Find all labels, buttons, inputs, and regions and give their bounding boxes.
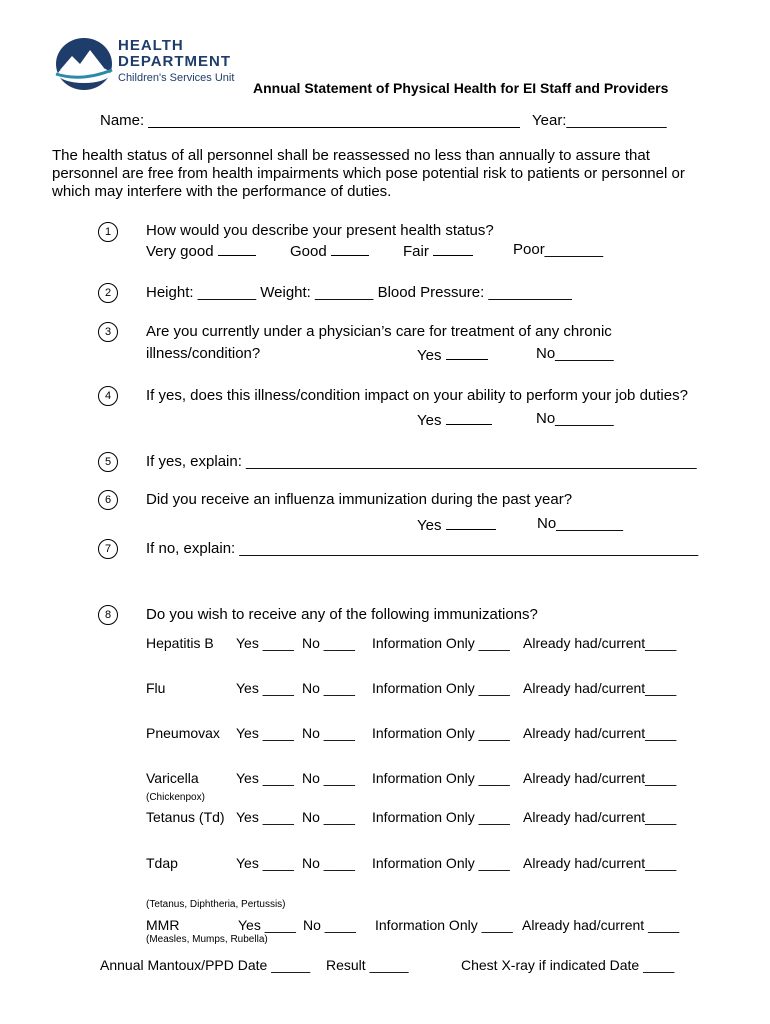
immunization-hepatitis-b: Hepatitis B <box>146 635 214 651</box>
question-number-1: 1 <box>98 222 118 242</box>
question-number-2: 2 <box>98 283 118 303</box>
mmr-note: (Measles, Mumps, Rubella) <box>146 934 268 945</box>
hepb-no[interactable]: No ____ <box>302 635 355 651</box>
q1-very-good-blank[interactable] <box>218 241 256 256</box>
tetanus-already[interactable]: Already had/current____ <box>523 809 677 825</box>
logo-line2: DEPARTMENT <box>118 53 232 70</box>
q4-text: If yes, does this illness/condition impact on your ability to perform your job duties? <box>146 387 688 404</box>
question-number-8: 8 <box>98 605 118 625</box>
q4-yes[interactable] <box>417 410 492 429</box>
tetanus-no[interactable]: No ____ <box>302 809 355 825</box>
q4-yes-blank[interactable] <box>446 410 492 425</box>
immunization-tetanus: Tetanus (Td) <box>146 809 225 825</box>
immunization-mmr: MMR <box>146 917 180 933</box>
q1-option-poor[interactable]: Poor_______ <box>513 241 604 258</box>
immunization-pneumovax: Pneumovax <box>146 725 220 741</box>
question-number-7: 7 <box>98 539 118 559</box>
q1-option-fair-label: Fair <box>403 243 429 260</box>
hepb-already[interactable]: Already had/current____ <box>523 635 677 651</box>
q1-text: How would you describe your present health status? <box>146 222 494 239</box>
tetanus-info-only[interactable]: Information Only ____ <box>372 809 510 825</box>
name-field[interactable] <box>148 113 520 128</box>
mmr-yes[interactable]: Yes ____ <box>238 917 296 933</box>
intro-line-3: which may interfere with the performance of duties. <box>52 183 392 200</box>
varicella-yes[interactable]: Yes ____ <box>236 770 294 786</box>
mmr-no[interactable]: No ____ <box>303 917 356 933</box>
q6-no[interactable]: No________ <box>537 515 623 532</box>
name-label: Name: <box>100 112 145 129</box>
mantoux-date[interactable]: Annual Mantoux/PPD Date _____ <box>100 957 311 973</box>
immunization-varicella: Varicella <box>146 770 199 786</box>
logo-line3: Children's Services Unit <box>118 72 235 84</box>
q6-yes-label: Yes <box>417 517 442 534</box>
tetanus-yes[interactable]: Yes ____ <box>236 809 294 825</box>
flu-already[interactable]: Already had/current____ <box>523 680 677 696</box>
q1-option-good[interactable] <box>290 241 369 260</box>
q1-option-fair[interactable] <box>403 241 473 260</box>
q7-text[interactable]: If no, explain: _______________________________________________________ <box>146 540 699 557</box>
mantoux-result[interactable]: Result _____ <box>326 957 409 973</box>
varicella-info-only[interactable]: Information Only ____ <box>372 770 510 786</box>
logo-line1: HEALTH <box>118 37 184 54</box>
q3-no[interactable]: No_______ <box>536 345 614 362</box>
logo-emblem-icon <box>52 34 114 92</box>
tdap-note: (Tetanus, Diphtheria, Pertussis) <box>146 899 286 910</box>
year-field[interactable]: Year:____________ <box>532 112 667 129</box>
q1-fair-blank[interactable] <box>433 241 473 256</box>
varicella-note: (Chickenpox) <box>146 792 205 803</box>
q1-good-blank[interactable] <box>331 241 369 256</box>
flu-no[interactable]: No ____ <box>302 680 355 696</box>
immunization-flu: Flu <box>146 680 166 696</box>
question-number-4: 4 <box>98 386 118 406</box>
pneumovax-already[interactable]: Already had/current____ <box>523 725 677 741</box>
q1-option-very-good[interactable] <box>146 241 256 260</box>
q3-text: Are you currently under a physician’s care for treatment of any chronic <box>146 323 612 340</box>
chest-xray-date[interactable]: Chest X-ray if indicated Date ____ <box>461 957 675 973</box>
question-number-3: 3 <box>98 322 118 342</box>
hepb-yes[interactable]: Yes ____ <box>236 635 294 651</box>
q6-yes[interactable] <box>417 515 496 534</box>
pneumovax-info-only[interactable]: Information Only ____ <box>372 725 510 741</box>
immunization-tdap: Tdap <box>146 855 178 871</box>
q3-yes[interactable] <box>417 345 488 364</box>
tdap-info-only[interactable]: Information Only ____ <box>372 855 510 871</box>
q1-option-very-good-label: Very good <box>146 243 214 260</box>
tdap-no[interactable]: No ____ <box>302 855 355 871</box>
mmr-info-only[interactable]: Information Only ____ <box>375 917 513 933</box>
q5-text[interactable]: If yes, explain: ______________________________________________________ <box>146 453 697 470</box>
tdap-already[interactable]: Already had/current____ <box>523 855 677 871</box>
q6-yes-blank[interactable] <box>446 515 496 530</box>
pneumovax-yes[interactable]: Yes ____ <box>236 725 294 741</box>
q3-text-2: illness/condition? <box>146 345 261 362</box>
q4-no[interactable]: No_______ <box>536 410 614 427</box>
question-number-5: 5 <box>98 452 118 472</box>
q2-text[interactable]: Height: _______ Weight: _______ Blood Pressure: __________ <box>146 284 572 301</box>
intro-line-2: personnel are free from health impairments which pose potential risk to patients or personnel or <box>52 165 685 182</box>
pneumovax-no[interactable]: No ____ <box>302 725 355 741</box>
mmr-already[interactable]: Already had/current ____ <box>522 917 680 933</box>
q3-yes-label: Yes <box>417 347 442 364</box>
q1-option-good-label: Good <box>290 243 327 260</box>
form-title: Annual Statement of Physical Health for EI Staff and Providers <box>253 80 669 96</box>
q3-yes-blank[interactable] <box>446 345 488 360</box>
q8-text: Do you wish to receive any of the following immunizations? <box>146 606 538 623</box>
flu-yes[interactable]: Yes ____ <box>236 680 294 696</box>
q6-text: Did you receive an influenza immunization during the past year? <box>146 491 573 508</box>
varicella-no[interactable]: No ____ <box>302 770 355 786</box>
q4-yes-label: Yes <box>417 412 442 429</box>
flu-info-only[interactable]: Information Only ____ <box>372 680 510 696</box>
hepb-info-only[interactable]: Information Only ____ <box>372 635 510 651</box>
health-department-logo <box>52 34 252 94</box>
question-number-6: 6 <box>98 490 118 510</box>
varicella-already[interactable]: Already had/current____ <box>523 770 677 786</box>
tdap-yes[interactable]: Yes ____ <box>236 855 294 871</box>
intro-line-1: The health status of all personnel shall be reassessed no less than annually to assure that <box>52 147 650 164</box>
